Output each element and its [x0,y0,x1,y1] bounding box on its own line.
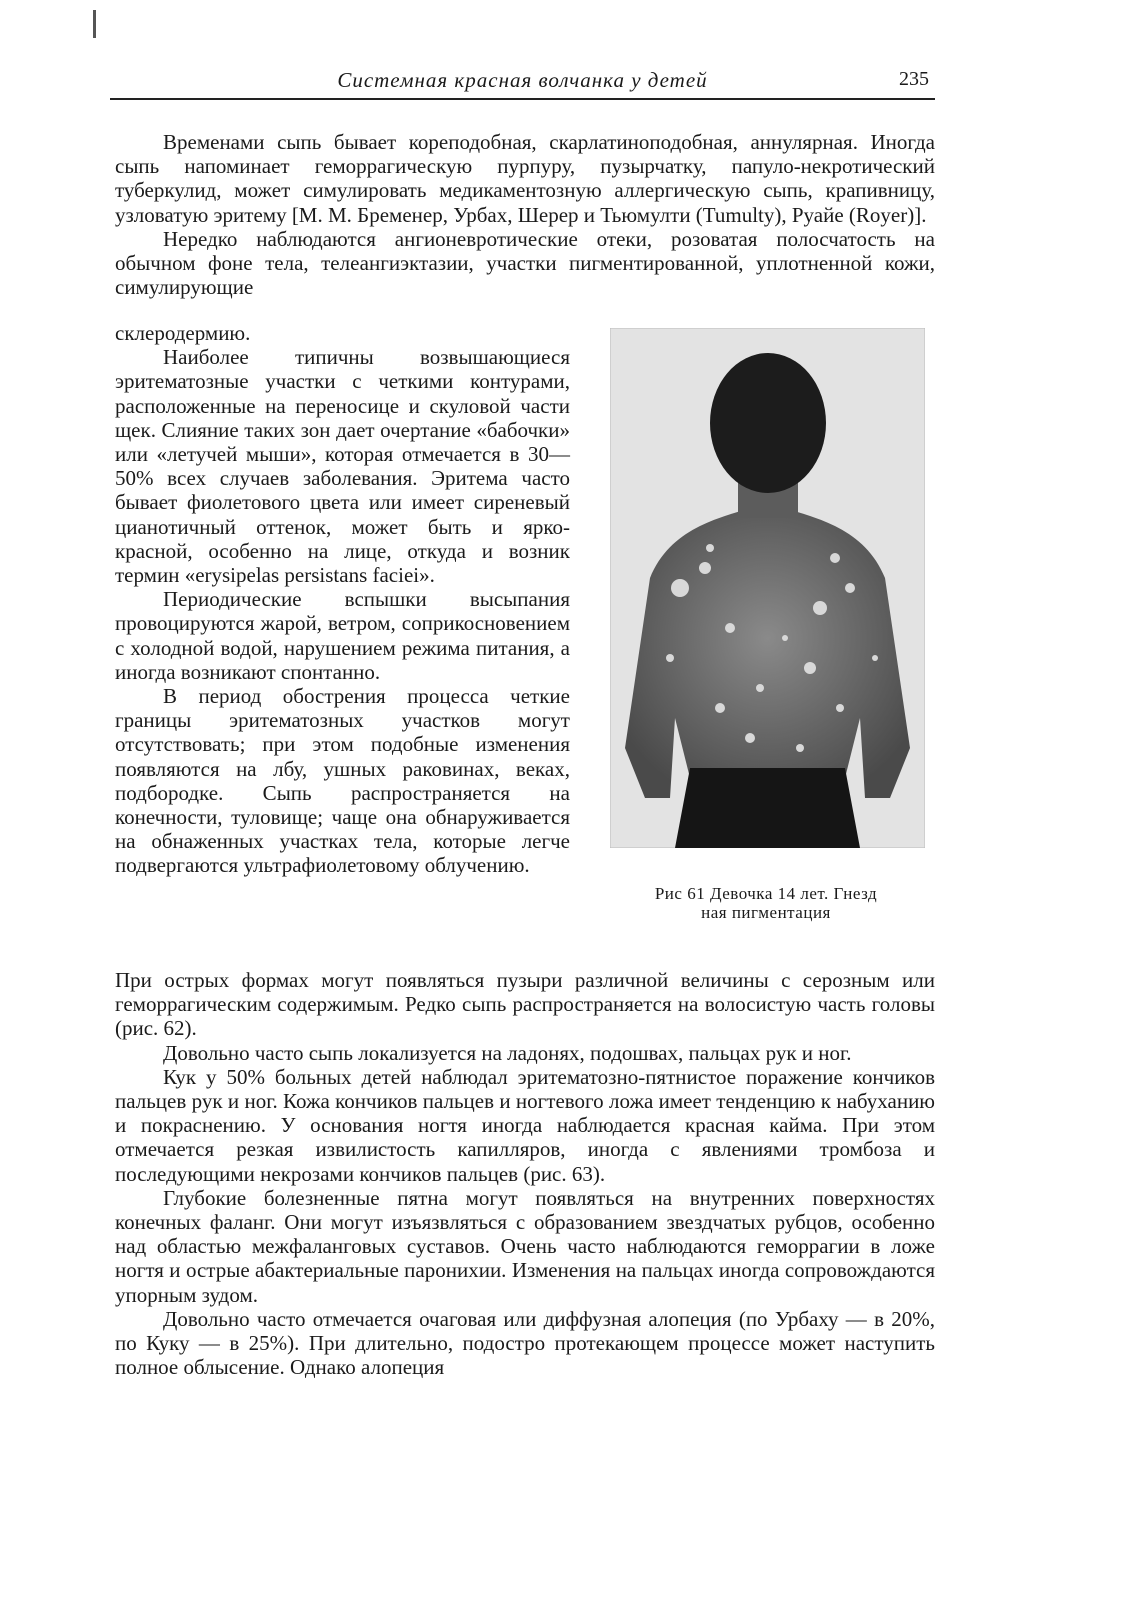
running-header [110,64,935,100]
paragraph: Довольно часто сыпь локализуется на ладонях, подошвах, пальцах рук и ног. [163,1040,852,1065]
paragraph: Наиболее типичны возвышающиеся эритематозные участки с четкими контурами, расположенные на переносице и скуловой части щек. Слияние таких зон дает очертание «бабочки» или «летучей мыши», которая отмечается в 30—50% всех случаев заболевания. Эритема часто бывает фиолетового цвета или имеет сиреневый цианотичный оттенок, может быть и ярко-красной, особенно на лице, откуда и возник термин «erysipelas persistans faciei». [115,345,570,588]
paragraph: Глубокие болезненные пятна могут появляться на внутренних поверхностях конечных фаланг. Они могут изъязвляться с образованием звездчатых рубцов, особенно над областью межфаланговых суставов. Очень часто наблюдаются геморрагии в ложе ногтя и острые абактериальные паронихии. Изменения на пальцах иногда сопровождаются упорным зудом. [115,1185,935,1307]
text-block-left [115,321,570,878]
paragraph: В период обострения процесса четкие границы эритематозных участков могут отсутствовать; при этом подобные изменения появляются на лбу, ушных раковинах, веках, подбородке. Сыпь распространяется на конечности, туловище; чаще она обнаруживается на обнаженных участках тела, которые легче подвергаются ультрафиолетовому облучению. [115,684,570,878]
caption-line: ная пигментация [701,903,831,922]
paragraph: Кук у 50% больных детей наблюдал эритематозно-пятнистое поражение кончиков пальцев рук и ног. Кожа кончиков пальцев и ногтевого ложа имеет тенденцию к набуханию и покраснению. У основания ногтя иногда наблюдается красная кайма. При этом отмечается резкая извилистость капилляров, иногда с явлениями тромбоза и последующими некрозами кончиков пальцев (рис. 63). [115,1064,935,1186]
caption-line: Рис 61 Девочка 14 лет. Гнезд [654,884,878,903]
text-block-bottom [115,968,935,1379]
paragraph: Довольно часто отмечается очаговая или диффузная алопеция (по Урбаху — в 20%, по Куку — в 25%). При длительно, подостро протекающем процессе может наступить полное облысение. Однако алопеция [115,1306,935,1380]
torso-shape [625,508,910,798]
shorts-shape [675,768,860,848]
paragraph: склеродермию. [115,321,251,345]
head-shape [710,353,826,493]
page-number: 235 [899,68,929,90]
photo-girl-back [610,328,925,848]
text-block-top [115,130,935,299]
paragraph: Нередко наблюдаются ангионевротические отеки, розоватая полосчатость на обычном фоне тела, телеангиэктазии, участки пигментированной, уплотненной кожи, симулирующие [115,226,935,300]
paragraph: При острых формах могут появляться пузыри различной величины с серозным или геморрагическим содержимым. Редко сыпь распространяется на волосистую часть головы (рис. 62). [115,968,935,1041]
scan-mark [93,10,96,38]
figure-photo [610,328,925,848]
running-title: Системная красная волчанка у детей [337,68,708,92]
figure-caption [596,884,936,922]
paragraph: Периодические вспышки высыпания провоцируются жарой, ветром, соприкосновением с холодной водой, нарушением режима питания, а иногда возникают спонтанно. [115,587,570,684]
paragraph: Временами сыпь бывает кореподобная, скарлатиноподобная, аннулярная. Иногда сыпь напоминает геморрагическую пурпуру, пузырчатку, папуло-некротический туберкулид, может симулировать медикаментозную аллергическую сыпь, крапивницу, узловатую эритему [М. М. Бременер, Урбах, Шерер и Тьюмулти (Tumulty), Руайе (Royer)]. [115,130,935,227]
